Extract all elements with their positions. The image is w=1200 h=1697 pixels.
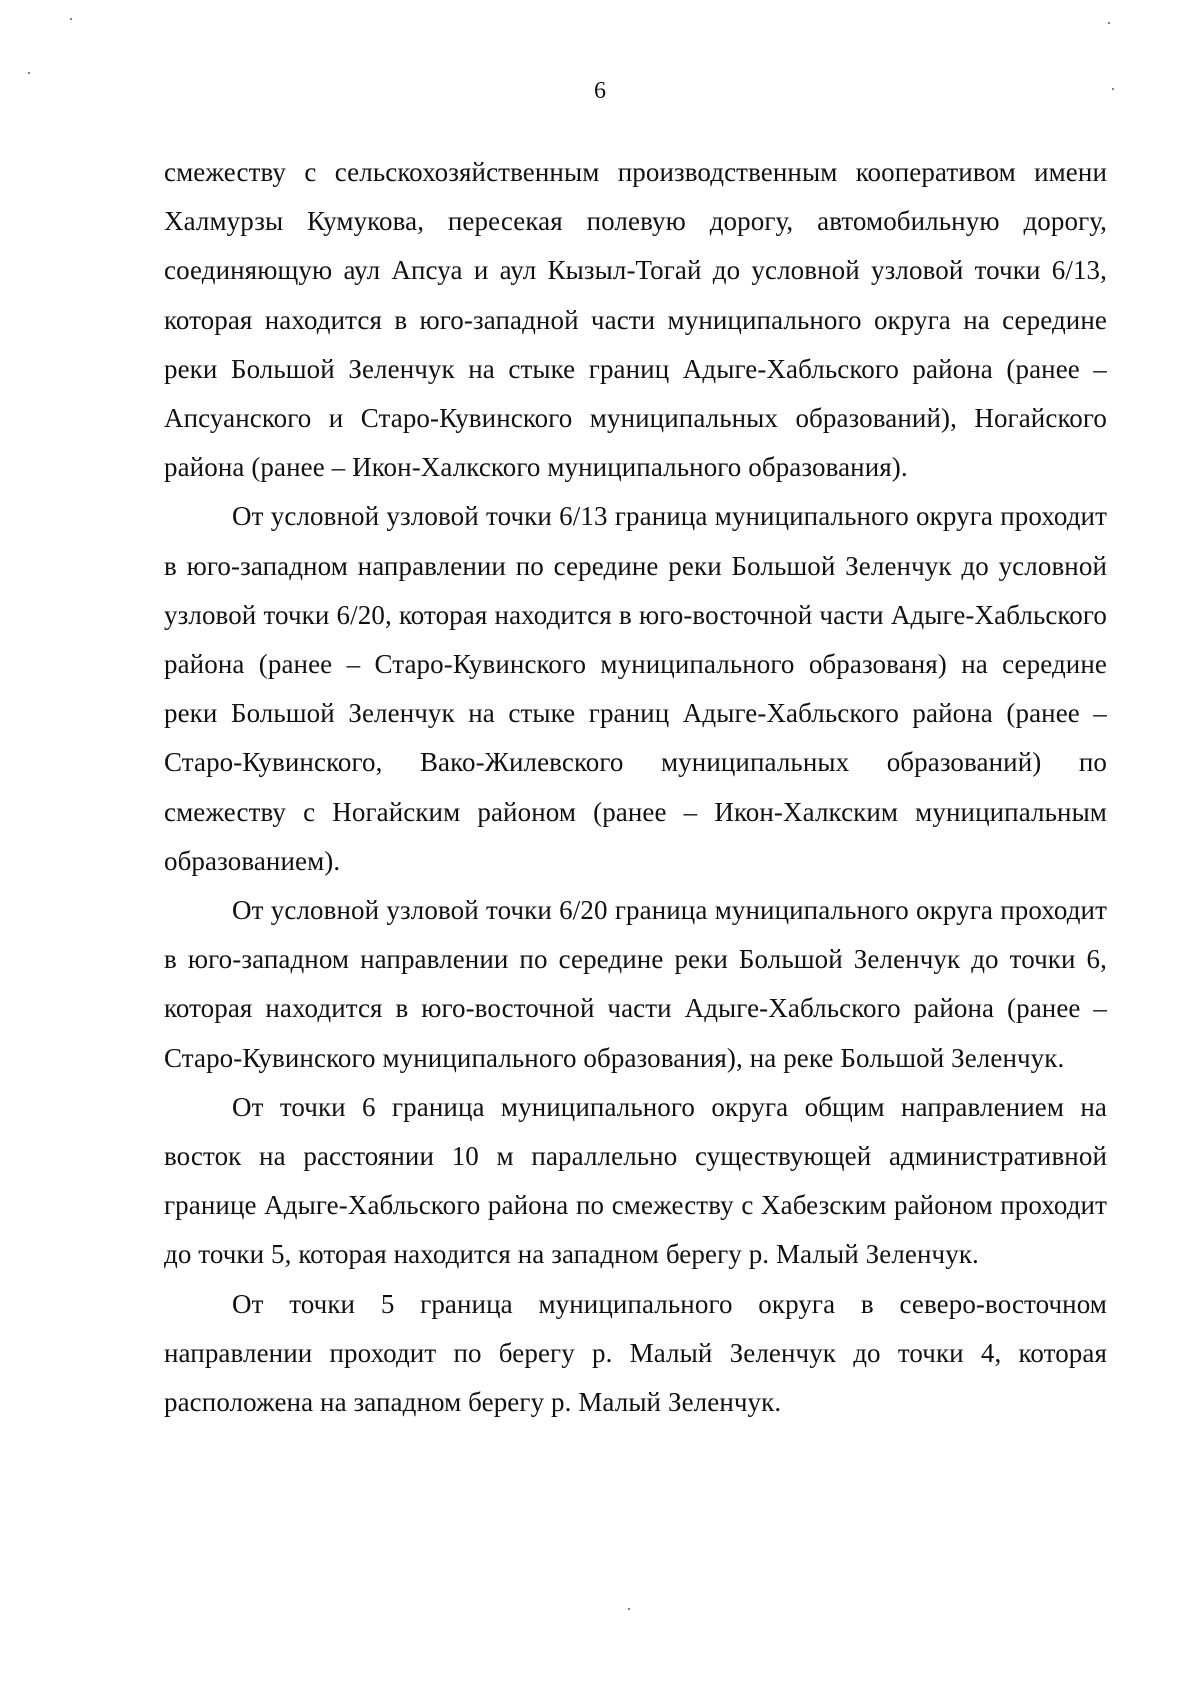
page-number: 6 [594,78,606,104]
paragraph-continuation: смежеству с сельскохозяйственным производственным кооперативом имени Халмурзы Кумукова, пересекая полевую дорогу, автомобильную дорогу, соединяющую аул Апсуа и аул Кызыл-Тогай до условной узловой точки 6/13, которая находится в юго-западной части муниципального округа на середине реки Большой Зеленчук на стыке границ Адыге-Хабльского района (ранее – Апсуанского и Старо-Кувинского муниципальных образований), Ногайского района (ранее – Икон-Халкского муниципального образования). [164,157,1107,483]
scan-speck [1108,22,1110,24]
scan-speck [28,72,30,74]
paragraph: От условной узловой точки 6/20 граница муниципального округа проходит в юго-западном направлении по середине реки Большой Зеленчук до точки 6, которая находится в юго-восточной части Адыге-Хабльского района (ранее – Старо-Кувинского муниципального образования), на реке Большой Зеленчук. [164,895,1107,1073]
scan-speck [628,1608,630,1610]
paragraph: От точки 5 граница муниципального округа в северо-восточном направлении проходит по берегу р. Малый Зеленчук до точки 4, которая расположена на западном берегу р. Малый Зеленчук. [164,1288,1107,1418]
scan-speck [70,18,72,20]
paragraph: От точки 6 граница муниципального округа общим направлением на восток на расстоянии 10 м параллельно существующей административной границе Адыге-Хабльского района по смежеству с Хабезским районом проходит до точки 5, которая находится на западном берегу р. Малый Зеленчук. [164,1091,1107,1270]
document-body [164,148,1107,1427]
paragraph: От условной узловой точки 6/13 граница муниципального округа проходит в юго-западном направлении по середине реки Большой Зеленчук до условной узловой точки 6/20, которая находится в юго-восточной части Адыге-Хабльского района (ранее – Старо-Кувинского муниципального образованя) на середине реки Большой Зеленчук на стыке границ Адыге-Хабльского района (ранее – Старо-Кувинского, Вако-Жилевского муниципальных образований) по смежеству с Ногайским районом (ранее – Икон-Халкским муниципальным образованием). [164,501,1107,876]
